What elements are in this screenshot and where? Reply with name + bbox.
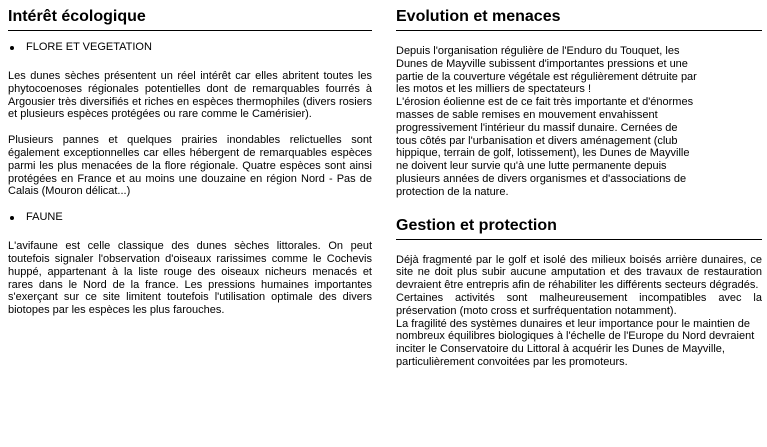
evolution-line: ne doivent leur survie qu'à une lutte permanente depuis	[396, 160, 667, 173]
heading-interet-ecologique: Intérêt écologique	[8, 0, 372, 31]
faune-paragraph: L'avifaune est celle classique des dunes sèches littorales. On peut toutefois signaler l'observation d'oiseaux rarissimes comme le Cochevis huppé, appartenant à la liste rouge des oiseaux nicheurs menacés et rares dans le Nord de la france. Les pressions humaines importantes s'exerçant sur ce site limitent toutefois l'utilisation optimale des divers biotopes par les espèces les plus farouches.	[8, 240, 372, 317]
bullet-flore-label: FLORE ET VEGETATION	[26, 41, 152, 53]
flore-paragraph-2: Plusieurs pannes et quelques prairies inondables relictuelles sont également exceptionnelles car elles hébergent de remarquables espèces parmi les plus menacées de la flore régionale. Quatre espèces sont ainsi protégées en France et au moins une douzaine en région Nord - Pas de Calais (Mouron délicat...)	[8, 134, 372, 198]
evolution-line: partie de la couverture végétale est régulièrement détruite par	[396, 70, 697, 83]
gestion-paragraph-3: La fragilité des systèmes dunaires et leur importance pour le maintien de nombreux équilibres biologiques à l'échelle de l'Europe du Nord devraient inciter le Conservatoire du Littoral à acquérir les Dunes de Mayville, particulièrement convoitées par les promoteurs.	[396, 317, 755, 368]
evolution-line: protection de la nature.	[396, 185, 509, 198]
bullet-flore	[8, 41, 372, 54]
right-column	[396, 0, 762, 369]
evolution-line: tous côtés par l'urbanisation et divers aménagement (club	[396, 134, 678, 147]
evolution-paragraph	[396, 45, 762, 199]
evolution-line: Depuis l'organisation régulière de l'Enduro du Touquet, les	[396, 45, 680, 57]
evolution-line: plusieurs années de divers organismes et d'associations de	[396, 172, 687, 185]
heading-gestion-protection: Gestion et protection	[396, 209, 762, 240]
left-column	[8, 0, 372, 317]
evolution-line: Dunes de Mayville subissent d'importantes pressions et une	[396, 57, 688, 70]
evolution-line: progressivement l'intérieur du massif dunaire. Cernées de	[396, 121, 678, 134]
flore-paragraph-1: Les dunes sèches présentent un réel intérêt car elles abritent toutes les phytocoenoses régionales potentielles dont de remarquables fourrés à Argousier très diversifiés et riches en espèces thermophiles (divers rosiers et plusieurs espèces protégées ou rare comme le Camérisier).	[8, 70, 372, 121]
heading-evolution-menaces: Evolution et menaces	[396, 0, 762, 31]
evolution-line: les motos et les milliers de spectateurs !	[396, 83, 592, 96]
bullet-faune	[8, 211, 372, 224]
evolution-line: masses de sable remises en mouvement envahissent	[396, 108, 658, 121]
evolution-line: L'érosion éolienne est de ce fait très importante et d'énormes	[396, 96, 694, 109]
bullet-faune-label: FAUNE	[26, 211, 63, 224]
gestion-paragraph-1: Déjà fragmenté par le golf et isolé des milieux boisés arrière dunaires, ce site ne doit plus subir aucune amputation et des travaux de restauration devraient être entrepris afin de réhabiliter les différents secteurs dégradés.	[396, 253, 762, 292]
bullet-dot-icon	[10, 46, 14, 50]
bullet-dot-icon	[10, 216, 14, 220]
evolution-line: hippique, terrain de golf, lotissement), les Dunes de Mayville	[396, 147, 690, 160]
gestion-paragraph-2: Certaines activités sont malheureusement incompatibles avec la préservation (moto cross et surfréquentation notamment).	[396, 291, 762, 317]
